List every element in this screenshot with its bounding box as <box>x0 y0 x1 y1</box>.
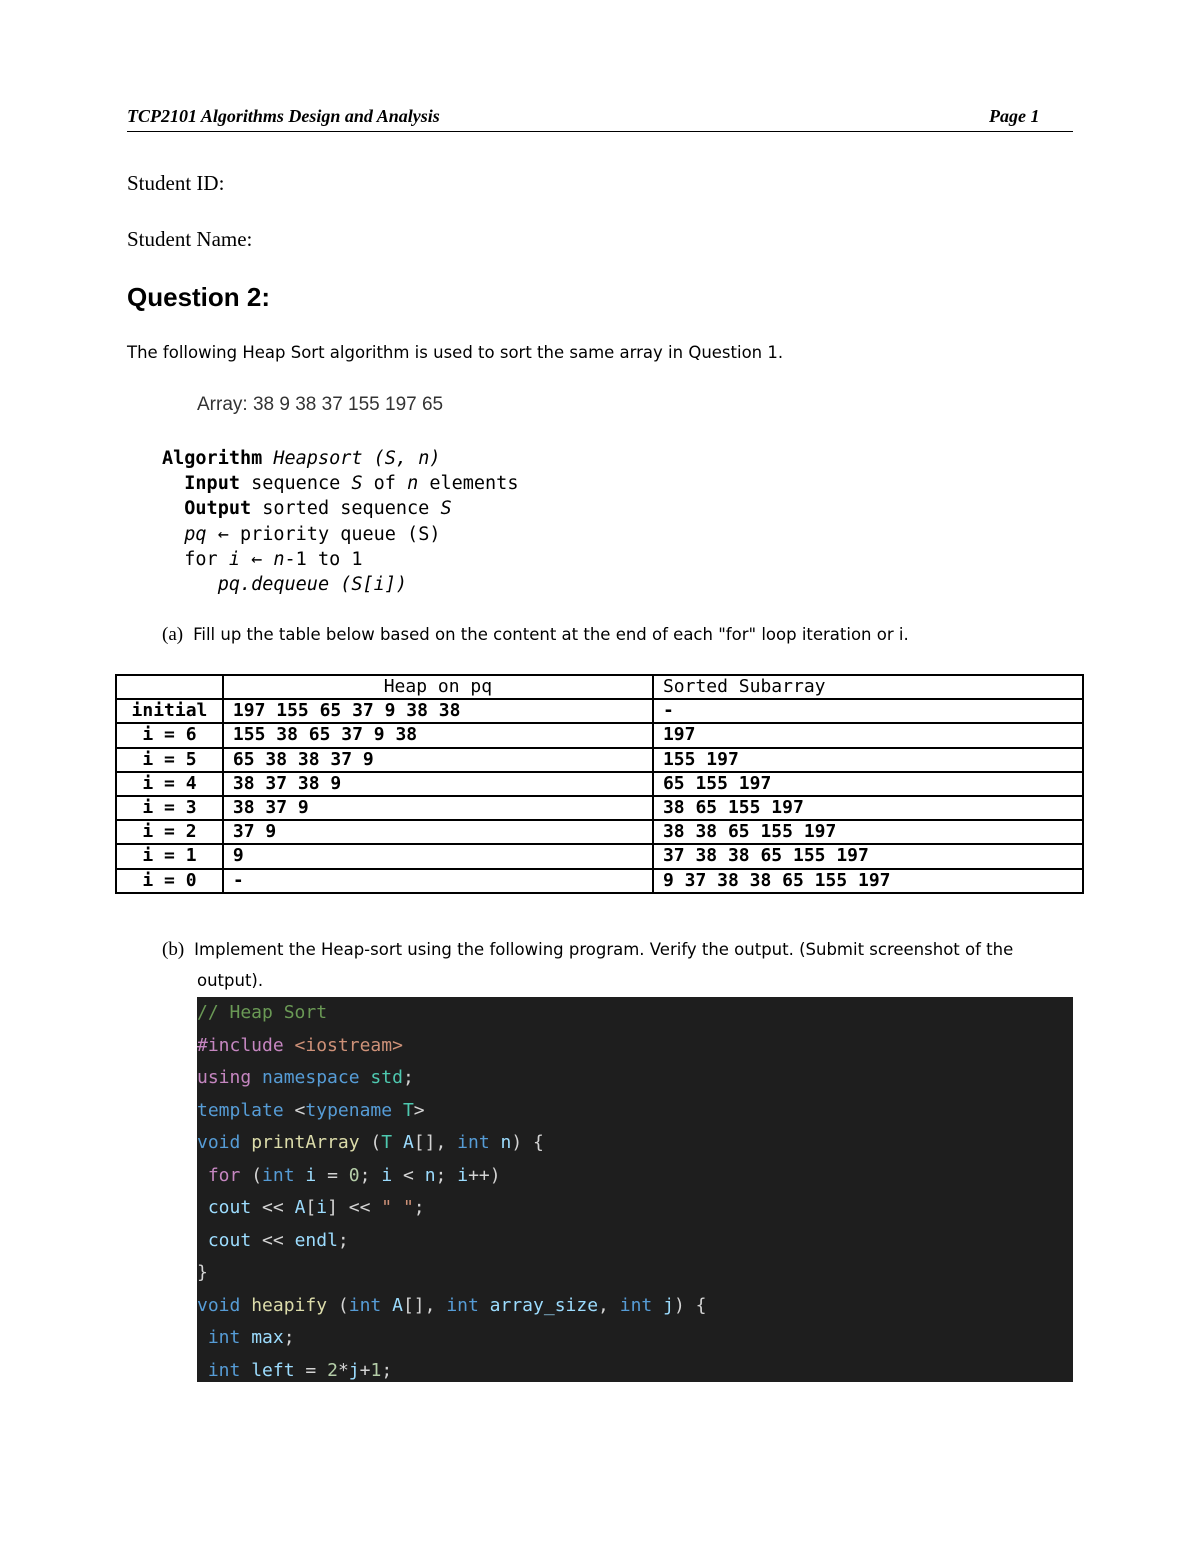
code-identifier: j <box>663 1294 674 1316</box>
code-string: <iostream> <box>294 1034 403 1056</box>
header-divider <box>127 131 1073 132</box>
algo-keyword: Algorithm <box>162 448 263 469</box>
algorithm-block <box>162 446 518 597</box>
heap-cell: 38 37 38 9 <box>223 772 653 796</box>
sorted-cell: - <box>653 699 1083 723</box>
algo-var: S <box>440 498 452 520</box>
sorted-cell: 65 155 197 <box>653 772 1083 796</box>
part-b-label: (b) <box>162 939 185 960</box>
code-keyword: void <box>197 1132 241 1153</box>
algo-var: i <box>228 548 240 570</box>
sorted-cell: 9 37 38 38 65 155 197 <box>653 869 1083 893</box>
sorted-cell: 155 197 <box>653 748 1083 772</box>
row-label: i = 0 <box>116 869 223 893</box>
code-block <box>197 997 1073 1382</box>
code-number: 1 <box>370 1359 382 1381</box>
code-line: void printArray (T A[], int n) { <box>197 1132 544 1153</box>
code-line: cout << endl; <box>207 1229 349 1251</box>
table-header-empty <box>116 675 223 699</box>
algo-var: n <box>273 548 285 570</box>
code-line: cout << A[i] << " "; <box>207 1197 425 1218</box>
part-a-label: (a) <box>162 624 184 645</box>
table-row <box>116 723 1083 747</box>
code-identifier: cout <box>207 1229 252 1251</box>
code-preprocessor: #include <box>197 1034 284 1056</box>
algo-text: priority queue (S) <box>239 523 441 545</box>
row-label: initial <box>116 699 223 723</box>
code-line <box>197 1030 1073 1063</box>
code-function: heapify <box>251 1294 328 1316</box>
part-b-text: Implement the Heap-sort using the following program. Verify the output. (Submit screenshot of the <box>194 940 1014 959</box>
code-keyword: template <box>197 1099 284 1121</box>
code-keyword: int <box>348 1294 382 1316</box>
table-header-sorted: Sorted Subarray <box>653 675 1083 699</box>
row-label: i = 1 <box>116 844 223 868</box>
code-identifier: left <box>251 1359 295 1381</box>
table-header-heap: Heap on pq <box>223 675 653 699</box>
arrow-icon: ← <box>251 548 263 570</box>
student-name-label: Student Name: <box>127 227 253 251</box>
heap-cell: 65 38 38 37 9 <box>223 748 653 772</box>
code-type: T <box>381 1132 393 1153</box>
algo-var: n <box>407 473 419 495</box>
code-keyword: using <box>197 1067 252 1088</box>
code-keyword: int <box>619 1294 653 1316</box>
code-identifier: n <box>424 1164 436 1186</box>
algo-line-2 <box>162 471 518 496</box>
code-line: void heapify (int A[], int array_size, int j) { <box>197 1294 707 1316</box>
algo-line-6 <box>162 572 518 597</box>
code-line: int max; <box>207 1327 295 1348</box>
sorted-cell: 197 <box>653 723 1083 747</box>
table-row <box>116 796 1083 820</box>
code-keyword: int <box>262 1164 295 1186</box>
code-identifier: j <box>348 1359 360 1381</box>
code-identifier: n <box>500 1132 512 1153</box>
code-identifier: i <box>457 1164 469 1186</box>
algo-args: (S, n) <box>373 448 441 469</box>
code-line <box>197 997 1073 1030</box>
heap-cell: 37 9 <box>223 820 653 844</box>
code-type: T <box>402 1099 414 1121</box>
heap-table <box>115 674 1084 894</box>
table-row <box>116 844 1083 868</box>
part-b <box>162 939 1013 961</box>
intro-text: The following Heap Sort algorithm is used to sort the same array in Question 1. <box>127 343 784 362</box>
table-row <box>116 869 1083 893</box>
header-page-number: Page 1 <box>989 106 1040 126</box>
table-row <box>116 820 1083 844</box>
code-line <box>197 1257 1073 1290</box>
code-keyword: int <box>446 1294 479 1316</box>
code-keyword: for <box>207 1164 241 1186</box>
code-keyword: int <box>207 1327 241 1348</box>
heap-cell: 197 155 65 37 9 38 38 <box>223 699 653 723</box>
heap-cell: 155 38 65 37 9 38 <box>223 723 653 747</box>
code-identifier: array_size <box>489 1294 599 1316</box>
code-identifier: A <box>294 1197 306 1218</box>
algo-line-4 <box>162 522 518 547</box>
header-title: TCP2101 Algorithms Design and Analysis <box>127 106 440 126</box>
table-row <box>116 772 1083 796</box>
code-keyword: int <box>457 1132 490 1153</box>
algo-text: of <box>373 473 396 495</box>
heap-cell: 9 <box>223 844 653 868</box>
algo-name: Heapsort <box>273 448 363 469</box>
algo-input-kw: Input <box>184 473 240 495</box>
code-punct: > <box>413 1099 425 1121</box>
row-label: i = 5 <box>116 748 223 772</box>
algo-text: elements <box>429 473 519 495</box>
heap-cell: 38 37 9 <box>223 796 653 820</box>
code-identifier: i <box>305 1164 317 1186</box>
code-identifier: A <box>402 1132 414 1153</box>
algo-for-kw: for <box>184 548 218 570</box>
table-row <box>116 699 1083 723</box>
code-keyword: void <box>197 1294 241 1316</box>
code-line <box>197 1095 1073 1128</box>
code-identifier: endl <box>294 1229 338 1251</box>
code-identifier: A <box>392 1294 403 1316</box>
algo-line-1 <box>162 446 518 471</box>
algo-var: pq <box>184 523 207 545</box>
algo-args: (S[i]) <box>340 573 408 595</box>
algo-var: S <box>351 473 363 495</box>
code-number: 0 <box>348 1164 360 1186</box>
algo-text: sequence <box>251 473 341 495</box>
row-label: i = 3 <box>116 796 223 820</box>
code-comment: // Heap Sort <box>197 1002 328 1023</box>
part-b-text-cont: output). <box>197 971 264 990</box>
code-identifier: cout <box>207 1197 252 1218</box>
code-keyword: typename <box>305 1099 393 1121</box>
row-label: i = 2 <box>116 820 223 844</box>
row-label: i = 6 <box>116 723 223 747</box>
part-a-text: Fill up the table below based on the content at the end of each "for" loop iteration or i. <box>193 625 909 644</box>
code-string: " " <box>381 1197 414 1218</box>
question-title: Question 2: <box>127 282 271 312</box>
code-line: int left = 2*j+1; <box>207 1359 393 1381</box>
code-punct: < <box>294 1099 306 1121</box>
row-label: i = 4 <box>116 772 223 796</box>
algo-line-3 <box>162 496 518 521</box>
sorted-cell: 38 65 155 197 <box>653 796 1083 820</box>
algo-output-kw: Output <box>184 498 252 520</box>
table-row <box>116 748 1083 772</box>
sorted-cell: 38 38 65 155 197 <box>653 820 1083 844</box>
heap-cell: - <box>223 869 653 893</box>
code-identifier: i <box>381 1164 393 1186</box>
array-line: Array: 38 9 38 37 155 197 65 <box>197 394 444 415</box>
table-header-row <box>116 675 1083 699</box>
code-identifier: i <box>316 1197 328 1218</box>
algo-text: sorted sequence <box>262 498 430 520</box>
code-line: using namespace std; <box>197 1067 414 1088</box>
code-line: for (int i = 0; i < n; i++) <box>207 1164 501 1186</box>
part-a <box>162 624 909 646</box>
code-namespace: std <box>370 1067 403 1088</box>
algo-line-5 <box>162 547 518 572</box>
sorted-cell: 37 38 38 65 155 197 <box>653 844 1083 868</box>
algo-call: pq.dequeue <box>217 573 330 595</box>
code-keyword: int <box>207 1359 241 1381</box>
code-identifier: max <box>251 1327 284 1348</box>
code-function: printArray <box>251 1132 360 1153</box>
student-id-label: Student ID: <box>127 171 225 195</box>
algo-text: -1 to 1 <box>284 548 363 570</box>
code-punct: } <box>197 1262 208 1283</box>
arrow-icon: ← <box>217 523 229 545</box>
code-number: 2 <box>327 1359 338 1381</box>
code-keyword: namespace <box>262 1067 360 1088</box>
